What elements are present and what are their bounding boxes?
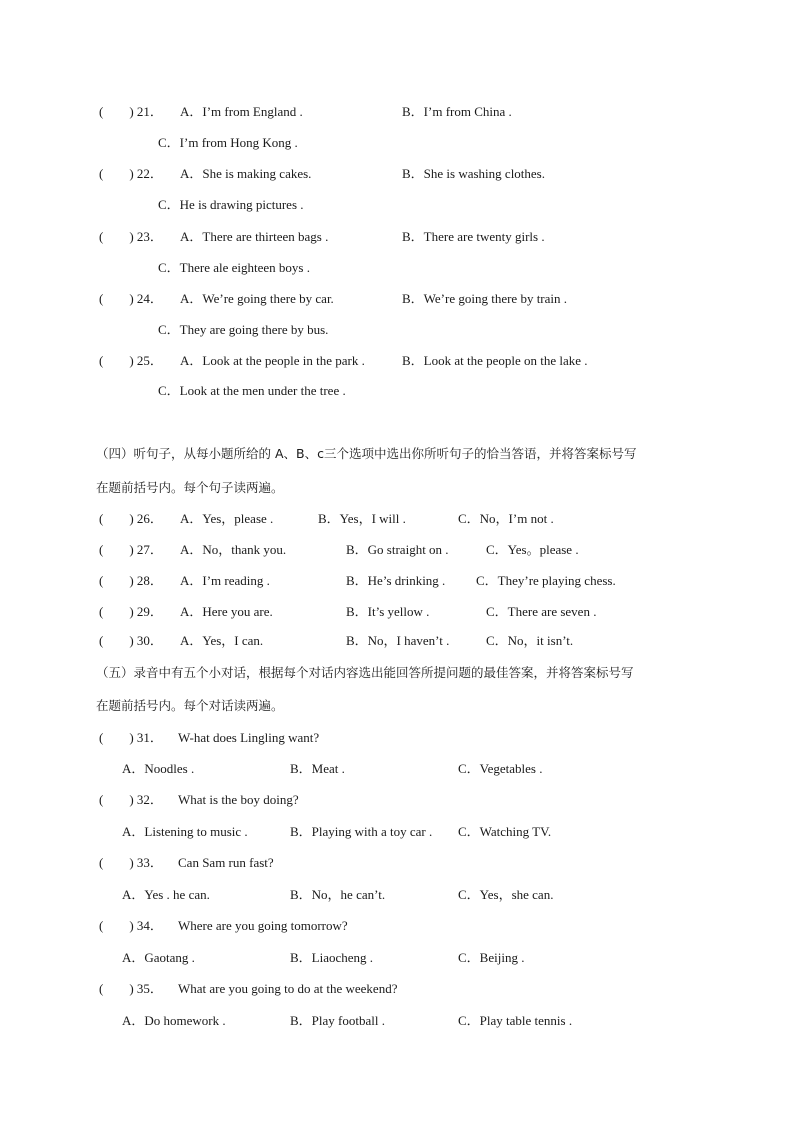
q24-option-a: A．We’re going there by car. xyxy=(180,291,334,306)
q30-number: ( ) 30． xyxy=(99,633,163,648)
q30-option-c: C．No，it isn’t. xyxy=(486,633,574,648)
q31-option-b: B．Meat . xyxy=(290,761,345,776)
q32-question: What is the boy doing? xyxy=(178,792,299,807)
q24-option-c: C．They are going there by bus. xyxy=(158,322,329,337)
q27-option-c: C．Yes。please . xyxy=(486,542,579,557)
q33-option-a: A．Yes . he can. xyxy=(122,887,210,902)
q22-number: ( ) 22． xyxy=(99,166,163,181)
q23-number: ( ) 23． xyxy=(99,229,163,244)
q29-option-a: A．Here you are. xyxy=(180,604,273,619)
q21-option-b: B．I’m from China . xyxy=(402,104,512,119)
q25-option-a: A．Look at the people in the park . xyxy=(180,353,365,368)
q28-number: ( ) 28． xyxy=(99,573,163,588)
q28-option-a: A．I’m reading . xyxy=(180,573,270,588)
q23-option-c: C．There ale eighteen boys . xyxy=(158,260,310,275)
q21-option-a: A．I’m from England . xyxy=(180,104,303,119)
q25-number: ( ) 25． xyxy=(99,353,163,368)
q27-option-a: A．No，thank you. xyxy=(180,542,287,557)
q28-option-c: C．They’re playing chess. xyxy=(476,573,616,588)
q32-option-c: C．Watching TV. xyxy=(458,824,552,839)
q32-number: ( ) 32． xyxy=(99,792,163,807)
q27-number: ( ) 27． xyxy=(99,542,163,557)
part4-heading-line1: （四）听句子，从每小题所给的 A、B、c三个选项中选出你所听句子的恰当答语，并将答案标号写 xyxy=(96,446,637,461)
q34-option-c: C．Beijing . xyxy=(458,950,525,965)
q29-option-c: C．There are seven . xyxy=(486,604,597,619)
q31-number: ( ) 31． xyxy=(99,730,163,745)
q34-question: Where are you going tomorrow? xyxy=(178,918,348,933)
q30-option-a: A．Yes，I can. xyxy=(180,633,264,648)
q29-number: ( ) 29． xyxy=(99,604,163,619)
part5-heading-line1: （五）录音中有五个小对话，根据每个对话内容选出能回答所提问题的最佳答案，并将答案标号写 xyxy=(96,665,634,680)
q23-option-a: A．There are thirteen bags . xyxy=(180,229,329,244)
q35-number: ( ) 35． xyxy=(99,981,163,996)
q26-option-b: B．Yes，I will . xyxy=(318,511,406,526)
q31-option-a: A．Noodles . xyxy=(122,761,195,776)
q33-number: ( ) 33． xyxy=(99,855,163,870)
q29-option-b: B．It’s yellow . xyxy=(346,604,430,619)
q22-option-c: C．He is drawing pictures . xyxy=(158,197,304,212)
q34-number: ( ) 34． xyxy=(99,918,163,933)
q23-option-b: B．There are twenty girls . xyxy=(402,229,545,244)
q33-question: Can Sam run fast? xyxy=(178,855,274,870)
q27-option-b: B．Go straight on . xyxy=(346,542,449,557)
q21-number: ( ) 21． xyxy=(99,104,163,119)
q35-option-c: C．Play table tennis . xyxy=(458,1013,573,1028)
q24-option-b: B．We’re going there by train . xyxy=(402,291,568,306)
q31-option-c: C．Vegetables . xyxy=(458,761,543,776)
part4-heading-line2: 在题前括号内。每个句子读两遍。 xyxy=(96,480,284,495)
q35-question: What are you going to do at the weekend? xyxy=(178,981,398,996)
q26-option-c: C．No，I’m not . xyxy=(458,511,554,526)
q21-option-c: C．I’m from Hong Kong . xyxy=(158,135,298,150)
q26-option-a: A．Yes，please . xyxy=(180,511,274,526)
q31-question: W-hat does Lingling want? xyxy=(178,730,320,745)
q30-option-b: B．No，I haven’t . xyxy=(346,633,450,648)
q33-option-b: B．No，he can’t. xyxy=(290,887,386,902)
q34-option-a: A．Gaotang . xyxy=(122,950,195,965)
q33-option-c: C．Yes，she can. xyxy=(458,887,554,902)
q34-option-b: B．Liaocheng . xyxy=(290,950,374,965)
q28-option-b: B．He’s drinking . xyxy=(346,573,446,588)
q32-option-a: A．Listening to music . xyxy=(122,824,248,839)
q32-option-b: B．Playing with a toy car . xyxy=(290,824,433,839)
q25-option-c: C．Look at the men under the tree . xyxy=(158,383,346,398)
q22-option-a: A．She is making cakes. xyxy=(180,166,312,181)
q22-option-b: B．She is washing clothes. xyxy=(402,166,545,181)
part5-heading-line2: 在题前括号内。每个对话读两遍。 xyxy=(96,698,284,713)
q35-option-b: B．Play football . xyxy=(290,1013,385,1028)
q26-number: ( ) 26． xyxy=(99,511,163,526)
q35-option-a: A．Do homework . xyxy=(122,1013,226,1028)
q24-number: ( ) 24． xyxy=(99,291,163,306)
q25-option-b: B．Look at the people on the lake . xyxy=(402,353,588,368)
